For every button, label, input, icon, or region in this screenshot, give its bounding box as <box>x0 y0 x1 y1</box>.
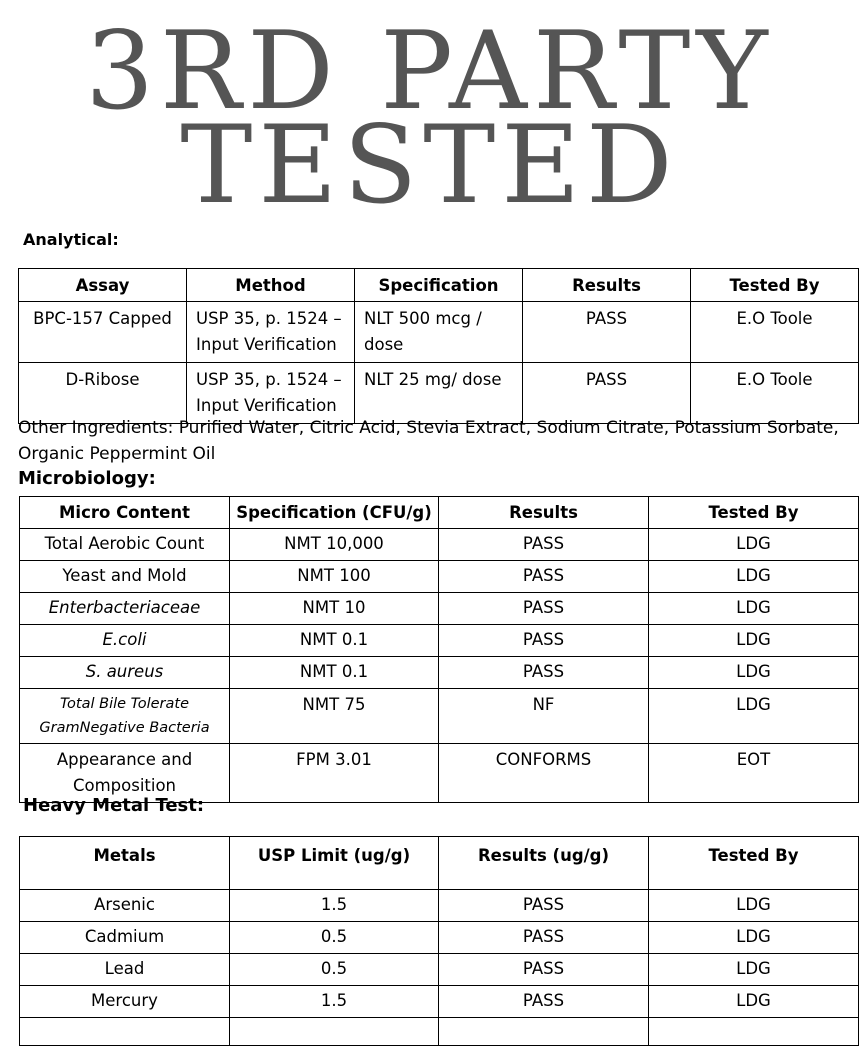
column-header-assay: Assay <box>19 269 187 302</box>
table-row <box>20 954 859 986</box>
table-header-row <box>19 269 859 302</box>
specification-cell: NMT 0.1 <box>230 657 439 689</box>
microbiology-table <box>19 496 859 803</box>
micro-content-cell: Appearance and Composition <box>20 744 230 803</box>
specification-cell: NLT 500 mcg / dose <box>355 302 523 363</box>
analytical-heading: Analytical: <box>23 230 119 249</box>
table-row <box>20 657 859 689</box>
micro-content-cell: Total Aerobic Count <box>20 529 230 561</box>
specification-cell: NMT 75 <box>230 689 439 744</box>
column-header-tested-by: Tested By <box>691 269 859 302</box>
empty-cell <box>649 1018 859 1046</box>
tested-by-cell: LDG <box>649 954 859 986</box>
result-cell: PASS <box>523 302 691 363</box>
tested-by-cell: LDG <box>649 625 859 657</box>
limit-cell: 1.5 <box>230 986 439 1018</box>
result-cell: PASS <box>439 986 649 1018</box>
specification-cell: NLT 25 mg/ dose <box>355 363 523 424</box>
result-cell: NF <box>439 689 649 744</box>
result-cell: PASS <box>439 954 649 986</box>
column-header-results: Results (ug/g) <box>439 837 649 890</box>
table-row <box>20 593 859 625</box>
tested-by-cell: LDG <box>649 657 859 689</box>
tested-by-cell: LDG <box>649 689 859 744</box>
specification-cell: NMT 10,000 <box>230 529 439 561</box>
empty-cell <box>439 1018 649 1046</box>
other-ingredients-text: Other Ingredients: Purified Water, Citric Acid, Stevia Extract, Sodium Citrate, Potassium Sorbate, Organic Peppermint Oil <box>18 418 839 464</box>
empty-cell <box>230 1018 439 1046</box>
tested-by-cell: LDG <box>649 890 859 922</box>
table-row <box>20 529 859 561</box>
tested-by-cell: LDG <box>649 561 859 593</box>
table-row <box>20 561 859 593</box>
tested-by-cell: LDG <box>649 593 859 625</box>
micro-content-cell: Yeast and Mold <box>20 561 230 593</box>
column-header-metals: Metals <box>20 837 230 890</box>
column-header-specification: Specification (CFU/g) <box>230 497 439 529</box>
micro-content-cell: S. aureus <box>20 657 230 689</box>
column-header-tested-by: Tested By <box>649 497 859 529</box>
tested-by-cell: EOT <box>649 744 859 803</box>
result-cell: PASS <box>439 657 649 689</box>
microbiology-heading: Microbiology: <box>18 468 156 489</box>
column-header-method: Method <box>187 269 355 302</box>
specification-cell: NMT 100 <box>230 561 439 593</box>
column-header-results: Results <box>523 269 691 302</box>
table-row <box>20 986 859 1018</box>
table-row <box>20 890 859 922</box>
specification-cell: NMT 0.1 <box>230 625 439 657</box>
table-row <box>19 302 859 363</box>
micro-content-cell: Total Bile Tolerate GramNegative Bacteria <box>20 689 230 744</box>
tested-by-cell: LDG <box>649 529 859 561</box>
column-header-specification: Specification <box>355 269 523 302</box>
analytical-table <box>18 268 859 424</box>
micro-content-cell: E.coli <box>20 625 230 657</box>
method-cell: USP 35, p. 1524 – Input Verification <box>187 302 355 363</box>
column-header-usp-limit: USP Limit (ug/g) <box>230 837 439 890</box>
table-header-row <box>20 497 859 529</box>
result-cell: PASS <box>439 561 649 593</box>
table-header-row <box>20 837 859 890</box>
result-cell: PASS <box>439 593 649 625</box>
heavy-metal-heading: Heavy Metal Test: <box>23 795 205 816</box>
result-cell: PASS <box>439 922 649 954</box>
page-title-line1: 3RD PARTY <box>85 9 774 134</box>
heavy-metal-table <box>19 836 859 1046</box>
empty-cell <box>20 1018 230 1046</box>
micro-content-cell: Enterbacteriaceae <box>20 593 230 625</box>
column-header-tested-by: Tested By <box>649 837 859 890</box>
tested-by-cell: E.O Toole <box>691 302 859 363</box>
table-row <box>20 1018 859 1046</box>
tested-by-cell: E.O Toole <box>691 363 859 424</box>
column-header-results: Results <box>439 497 649 529</box>
result-cell: PASS <box>439 625 649 657</box>
limit-cell: 0.5 <box>230 954 439 986</box>
metal-cell: Arsenic <box>20 890 230 922</box>
table-row <box>20 744 859 803</box>
specification-cell: NMT 10 <box>230 593 439 625</box>
result-cell: PASS <box>523 363 691 424</box>
column-header-micro-content: Micro Content <box>20 497 230 529</box>
page-title-line2: TESTED <box>180 103 679 228</box>
metal-cell: Cadmium <box>20 922 230 954</box>
metal-cell: Mercury <box>20 986 230 1018</box>
tested-by-cell: LDG <box>649 986 859 1018</box>
method-cell: USP 35, p. 1524 – Input Verification <box>187 363 355 424</box>
limit-cell: 1.5 <box>230 890 439 922</box>
specification-cell: FPM 3.01 <box>230 744 439 803</box>
table-row <box>20 689 859 744</box>
result-cell: CONFORMS <box>439 744 649 803</box>
result-cell: PASS <box>439 529 649 561</box>
table-row <box>20 625 859 657</box>
table-row <box>20 922 859 954</box>
metal-cell: Lead <box>20 954 230 986</box>
assay-cell: D-Ribose <box>19 363 187 424</box>
result-cell: PASS <box>439 890 649 922</box>
assay-cell: BPC-157 Capped <box>19 302 187 363</box>
tested-by-cell: LDG <box>649 922 859 954</box>
limit-cell: 0.5 <box>230 922 439 954</box>
